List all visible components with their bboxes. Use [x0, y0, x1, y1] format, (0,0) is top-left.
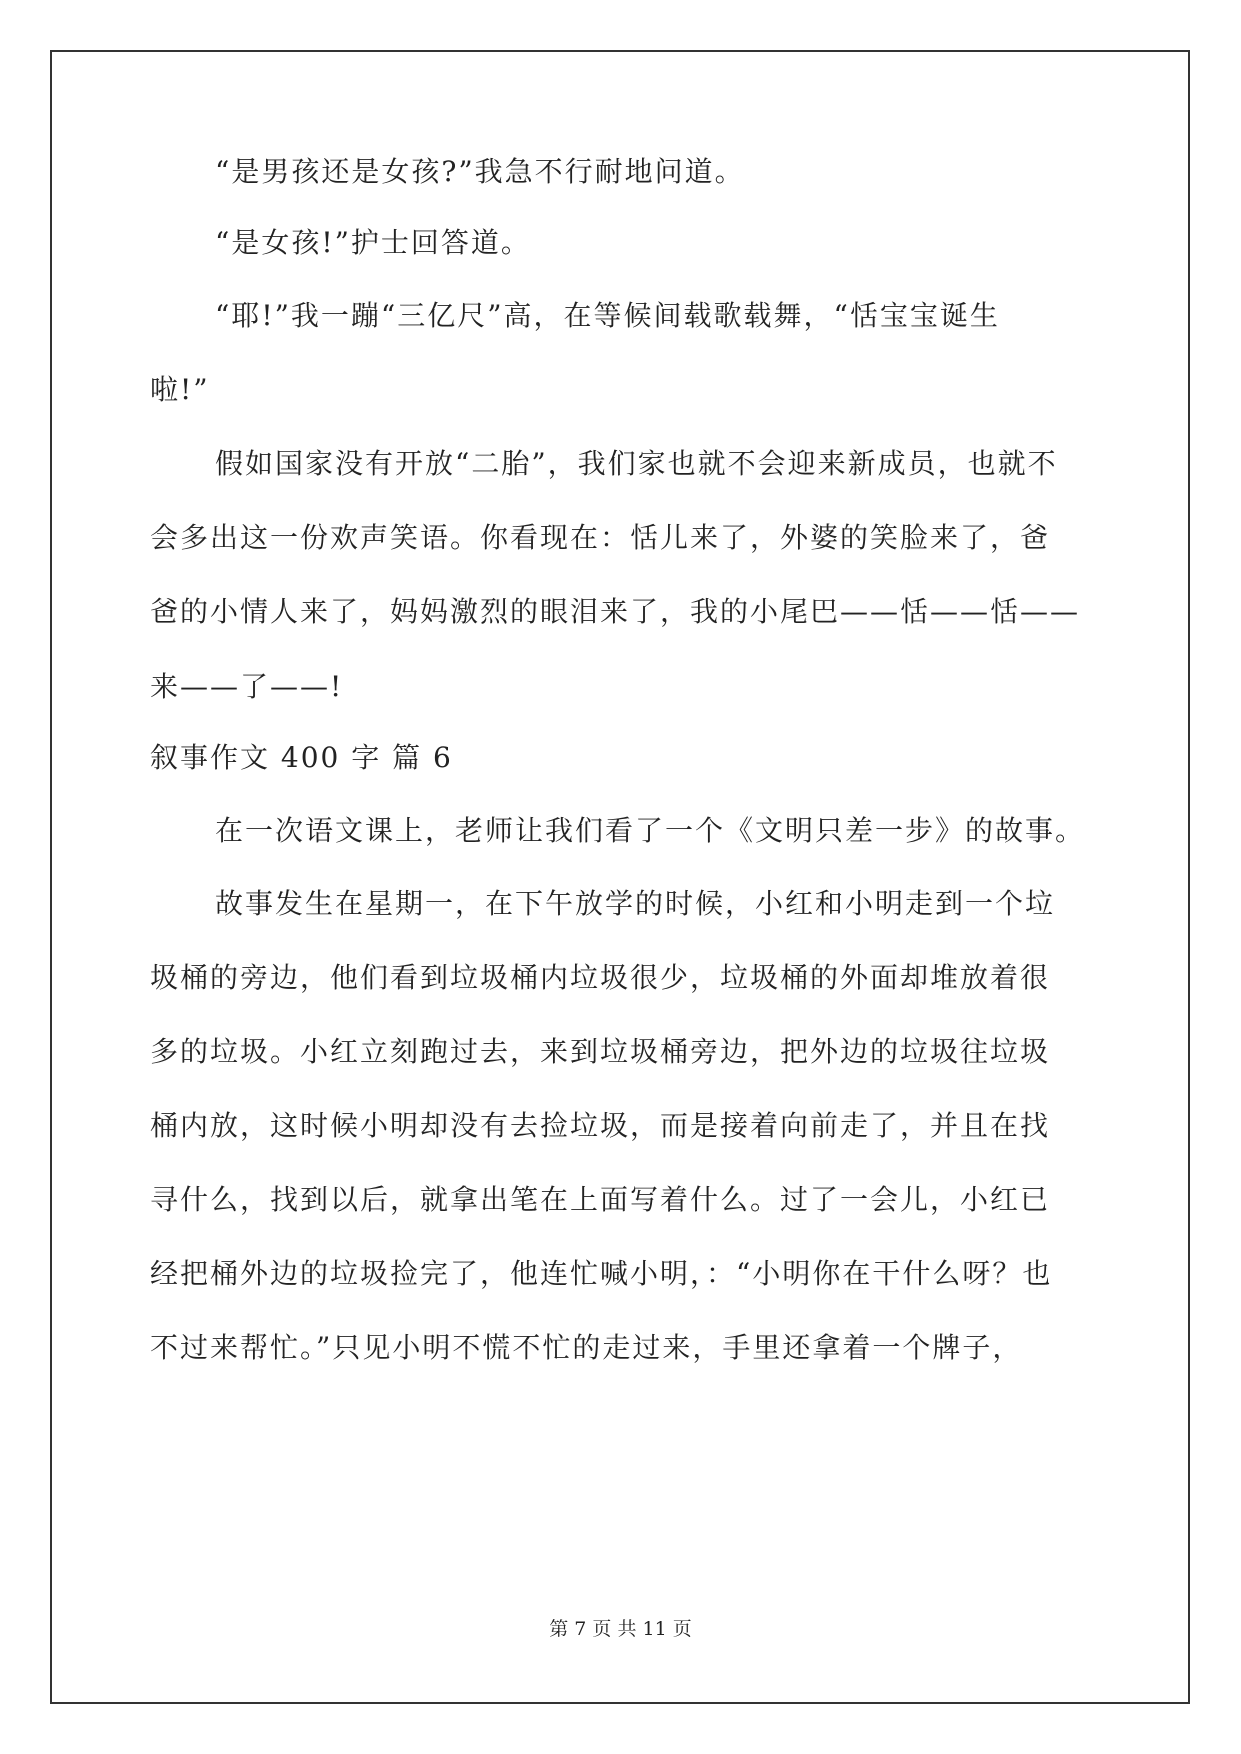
- section-heading: 叙事作文 400 字 篇 6: [150, 741, 453, 774]
- paragraph-line: 来——了——!: [150, 670, 344, 703]
- paragraph-line: “是女孩!”护士回答道。: [215, 226, 531, 259]
- paragraph-line: 桶内放，这时候小明却没有去捡垃圾，而是接着向前走了，并且在找: [150, 1109, 1051, 1142]
- paragraph-line: “耶!”我一蹦“三亿尺”高，在等候间载歌载舞，“恬宝宝诞生: [215, 299, 1000, 332]
- paragraph-line: “是男孩还是女孩?”我急不行耐地问道。: [215, 155, 745, 188]
- paragraph-line: 多的垃圾。小红立刻跑过去，来到垃圾桶旁边，把外边的垃圾往垃圾: [150, 1035, 1051, 1068]
- paragraph-line: 寻什么，找到以后，就拿出笔在上面写着什么。过了一会儿，小红已: [150, 1183, 1051, 1216]
- paragraph-line: 假如国家没有开放“二胎”，我们家也就不会迎来新成员，也就不: [215, 447, 1058, 480]
- paragraph-line: 会多出这一份欢声笑语。你看现在：恬儿来了，外婆的笑脸来了，爸: [150, 521, 1051, 554]
- paragraph-line: 圾桶的旁边，他们看到垃圾桶内垃圾很少，垃圾桶的外面却堆放着很: [150, 961, 1051, 994]
- page-number-footer: 第 7 页 共 11 页: [549, 1618, 692, 1640]
- paragraph-line: 在一次语文课上，老师让我们看了一个《文明只差一步》的故事。: [215, 814, 1086, 847]
- paragraph-line: 不过来帮忙。”只见小明不慌不忙的走过来，手里还拿着一个牌子，: [150, 1331, 1023, 1364]
- paragraph-line: 爸的小情人来了，妈妈激烈的眼泪来了，我的小尾巴——恬——恬——: [150, 595, 1081, 628]
- paragraph-line: 啦!”: [150, 373, 210, 406]
- paragraph-line: 经把桶外边的垃圾捡完了，他连忙喊小明，：“小明你在干什么呀？也: [150, 1257, 1053, 1290]
- paragraph-line: 故事发生在星期一，在下午放学的时候，小红和小明走到一个垃: [215, 887, 1056, 920]
